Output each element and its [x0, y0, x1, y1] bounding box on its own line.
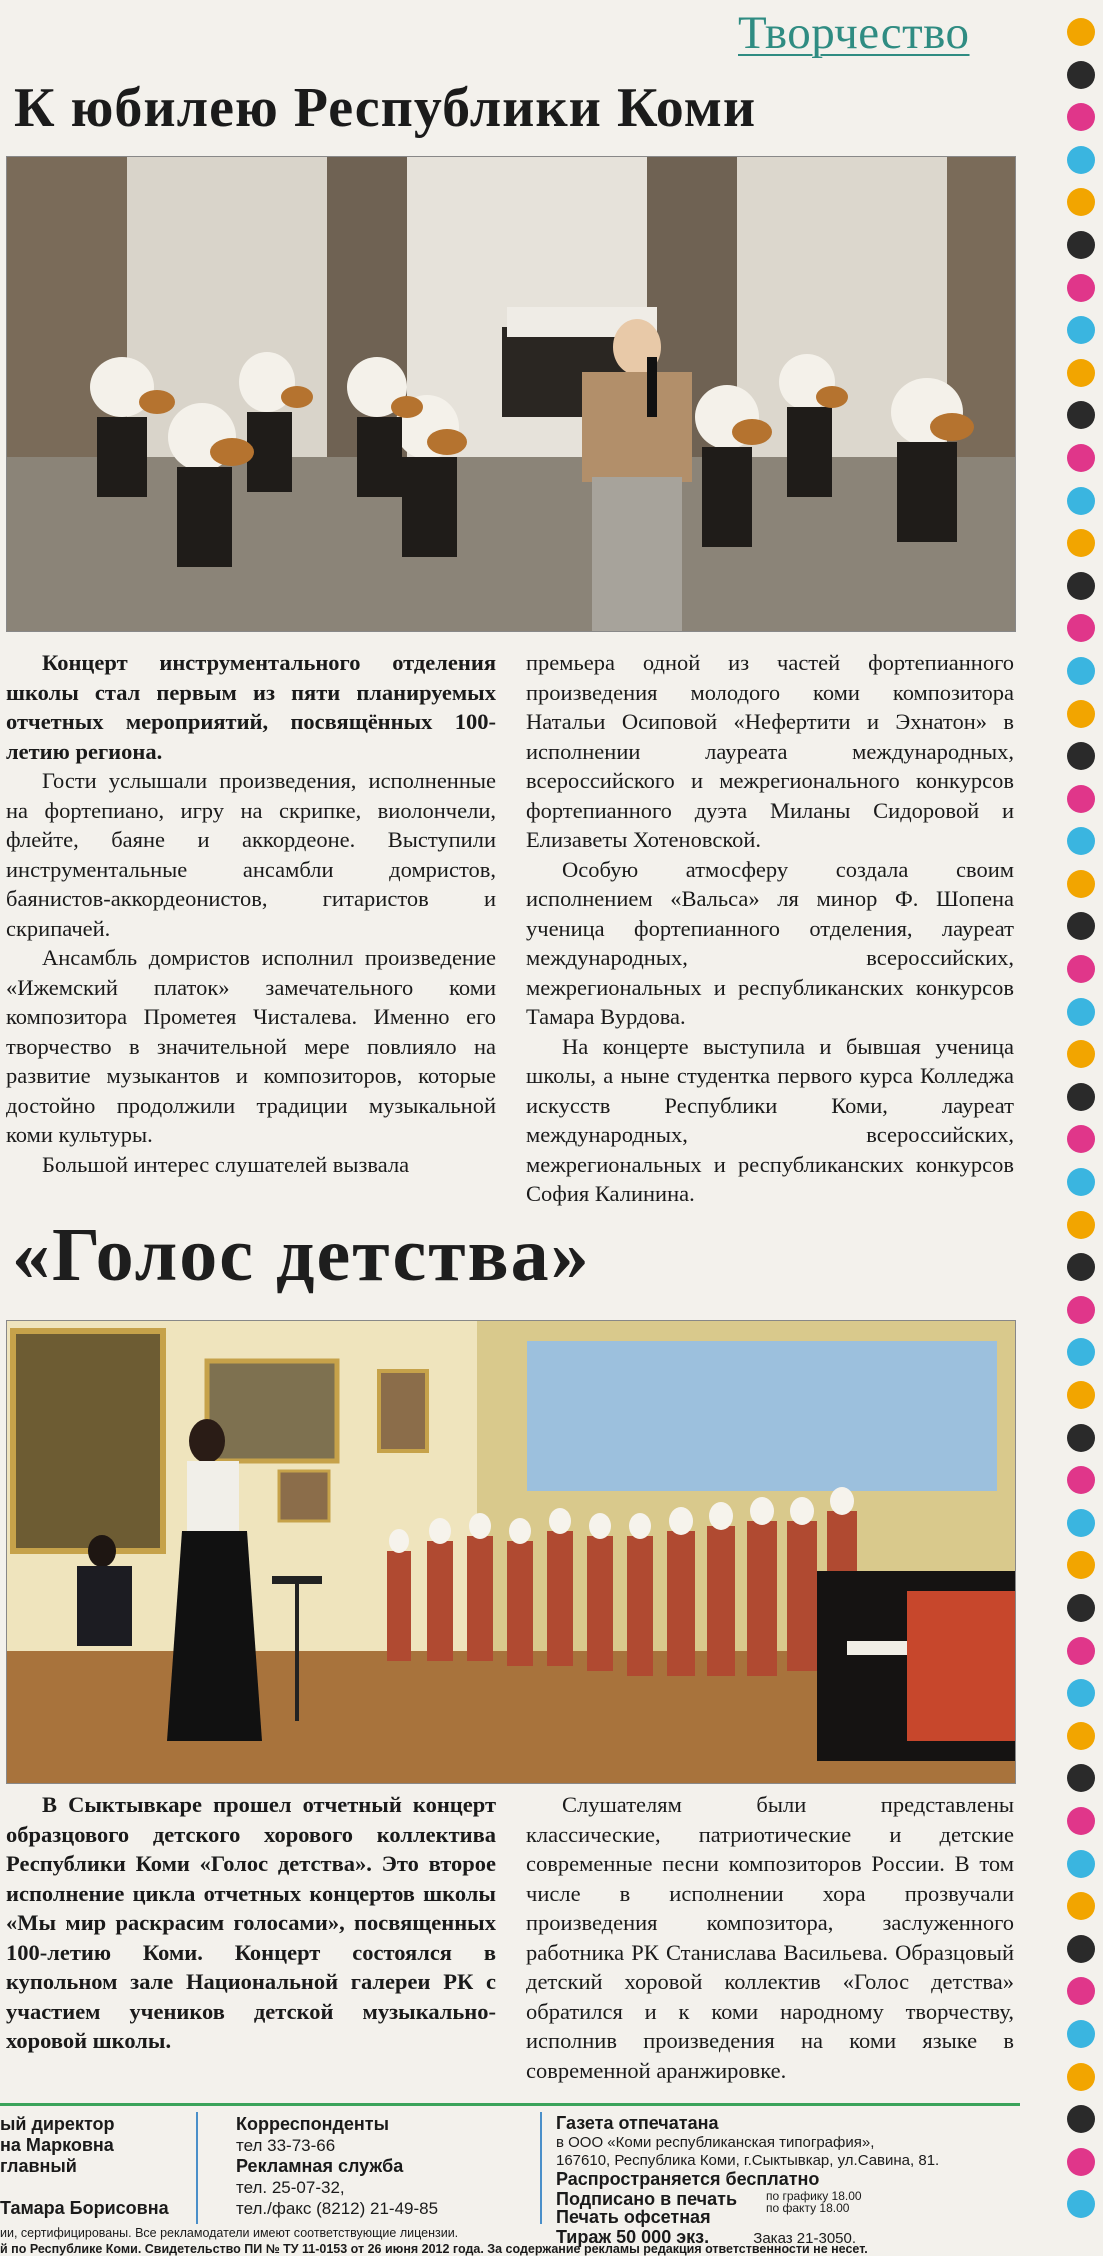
article1-lead: Концерт инструментального отделения школы стал первым из пяти планируемых отчетных мероприятий, посвящённых 100-летию региона. — [6, 650, 496, 764]
registration-dot — [1067, 1551, 1095, 1579]
ads-label: Рекламная служба — [236, 2156, 404, 2176]
registration-dot — [1067, 1125, 1095, 1153]
article1-paragraph: Большой интерес слушателей вызвала — [42, 1151, 410, 1177]
imprint-staff-line: ый директор — [0, 2114, 115, 2134]
registration-dot — [1067, 1977, 1095, 2005]
article2-headline: «Голос детства» — [12, 1213, 591, 1297]
registration-dot — [1067, 614, 1095, 642]
imprint-staff-line: Тамара Борисовна — [0, 2198, 169, 2218]
registration-dot — [1067, 1338, 1095, 1366]
registration-dot — [1067, 2020, 1095, 2048]
registration-dot — [1067, 2190, 1095, 2218]
article1-paragraph: Ансамбль домристов исполнил произведение «Ижемский платок» замечательного коми композитора Прометея Чисталева. Именно его творчество в значительной мере повлияло на развитие музыкантов и композиторов, которые достойно продолжили традиции музыкальной коми культуры. — [6, 945, 496, 1147]
ads-fax: тел./факс (8212) 21-49-85 — [236, 2199, 439, 2218]
article2-paragraph: Слушателям были представлены классические, патриотические и детские современные песни композиторов России. В том числе в исполнении хора прозвучали произведения композитора, заслуженного работника РК Станислава Васильева. Образцовый детский хоровой коллектив «Голос детства» обратился и к коми народному творчеству, исполнив произведения на коми языке в современной аранжировке. — [526, 1792, 1014, 2083]
registration-dot — [1067, 401, 1095, 429]
registration-dot — [1067, 1509, 1095, 1537]
choir-photo — [6, 1320, 1016, 1784]
registration-dot — [1067, 61, 1095, 89]
imprint-contacts — [236, 2114, 536, 2219]
registration-dot — [1067, 1594, 1095, 1622]
registration-dot — [1067, 657, 1095, 685]
schedule-planned: по графику 18.00 — [766, 2189, 862, 2203]
registration-dot — [1067, 1253, 1095, 1281]
article1-paragraph: Гости услышали произведения, исполненные на фортепиано, игру на скрипке, виолончели, флейте, баяне и аккордеоне. Выступили инструментальные ансамбли домристов, баянистов-аккордеонистов, гитаристов и скрипачей. — [6, 768, 496, 941]
signed-label: Подписано в печать — [556, 2189, 738, 2209]
imprint-printing — [556, 2114, 1026, 2248]
circulation: Тираж 50 000 экз. — [556, 2227, 710, 2247]
schedule-actual: по факту 18.00 — [766, 2201, 850, 2215]
registration-dot — [1067, 1722, 1095, 1750]
registration-dot — [1067, 955, 1095, 983]
free-label: Распространяется бесплатно — [556, 2169, 820, 2189]
registration-dot — [1067, 912, 1095, 940]
registration-dot — [1067, 700, 1095, 728]
registration-dot — [1067, 742, 1095, 770]
imprint-staff-line: главный — [0, 2156, 77, 2176]
registration-dot — [1067, 188, 1095, 216]
article2-column1 — [6, 1790, 496, 2056]
article1-column2 — [526, 648, 1014, 1209]
registration-dot — [1067, 274, 1095, 302]
registration-dot — [1067, 359, 1095, 387]
registration-dot — [1067, 1807, 1095, 1835]
registration-dot — [1067, 2063, 1095, 2091]
registration-dot — [1067, 2105, 1095, 2133]
article1-paragraph: На концерте выступила и бывшая ученица школы, а ныне студентка первого курса Колледжа искусств Республики Коми, лауреат международных, всероссийских, межрегиональных и республиканских конкурсов София Калинина. — [526, 1033, 1014, 1206]
registration-dot — [1067, 103, 1095, 131]
registration-dot — [1067, 1381, 1095, 1409]
article2-lead: В Сыктывкаре прошел отчетный концерт образцового детского хорового коллектива Республики Коми «Голос детства». Это второе исполнение цикла отчетных концертов школы «Мы мир раскрасим голосами», посвященных 100-летию Коми. Концерт состоялся в купольном зале Национальной галереи РК с участием учеников детской музыкально-хоровой школы. — [6, 1792, 496, 2053]
registration-dot — [1067, 1850, 1095, 1878]
registration-dot — [1067, 1211, 1095, 1239]
correspondents-phone: тел 33-73-66 — [236, 2136, 336, 2155]
ads-phone: тел. 25-07-32, — [236, 2178, 345, 2197]
correspondents-label: Корреспонденты — [236, 2114, 389, 2134]
article1-paragraph: премьера одной из частей фортепианного произведения молодого коми композитора Натальи Осиповой «Нефертити и Эхнатон» в исполнении лауреата международных, всероссийского и межрегионального конкурсов фортепианного дуэта Миланы Сидоровой и Елизаветы Хотеновской. — [526, 650, 1014, 852]
article1-column1 — [6, 648, 496, 1179]
article1-paragraph: Особую атмосферу создала своим исполнением «Вальса» ля минор Ф. Шопена ученица фортепианного отделения, лауреат международных, всероссийских, межрегиональных и республиканских конкурсов Тамара Вурдова. — [526, 856, 1014, 1029]
registration-dot — [1067, 1296, 1095, 1324]
ads-certification-note: ии, сертифицированы. Все рекламодатели имеют соответствующие лицензии. — [0, 2226, 459, 2240]
registration-note: й по Республике Коми. Свидетельство ПИ № ТУ 11-0153 от 26 июня 2012 года. За содержание рекламы редакция ответственности не несет. — [0, 2242, 868, 2256]
registration-dots-strip — [1067, 18, 1097, 2233]
registration-dot — [1067, 529, 1095, 557]
registration-dot — [1067, 1424, 1095, 1452]
registration-dot — [1067, 146, 1095, 174]
registration-dot — [1067, 1935, 1095, 1963]
registration-dot — [1067, 1892, 1095, 1920]
order-number: Заказ 21-3050. — [753, 2230, 857, 2247]
footer-divider — [0, 2103, 1020, 2106]
printed-label: Газета отпечатана — [556, 2113, 719, 2133]
article1-headline: К юбилею Республики Коми — [14, 77, 757, 139]
article2-column2 — [526, 1790, 1014, 2085]
registration-dot — [1067, 1040, 1095, 1068]
printed-address: 167610, Республика Коми, г.Сыктывкар, ул.Савина, 81. — [556, 2152, 940, 2169]
registration-dot — [1067, 1637, 1095, 1665]
registration-dot — [1067, 1466, 1095, 1494]
registration-dot — [1067, 998, 1095, 1026]
registration-dot — [1067, 1679, 1095, 1707]
registration-dot — [1067, 1083, 1095, 1111]
offset-label: Печать офсетная — [556, 2207, 711, 2227]
imprint-staff — [0, 2114, 186, 2219]
registration-dot — [1067, 572, 1095, 600]
registration-dot — [1067, 444, 1095, 472]
registration-dot — [1067, 827, 1095, 855]
registration-dot — [1067, 1168, 1095, 1196]
registration-dot — [1067, 870, 1095, 898]
registration-dot — [1067, 785, 1095, 813]
newspaper-imprint — [0, 2110, 1020, 2256]
registration-dot — [1067, 18, 1095, 46]
concert-photo — [6, 156, 1016, 632]
registration-dot — [1067, 231, 1095, 259]
registration-dot — [1067, 316, 1095, 344]
printed-by: в ООО «Коми республиканская типография», — [556, 2134, 875, 2151]
registration-dot — [1067, 1764, 1095, 1792]
registration-dot — [1067, 2148, 1095, 2176]
section-rubric: Творчество — [738, 7, 970, 59]
imprint-staff-line: на Марковна — [0, 2135, 114, 2155]
registration-dot — [1067, 487, 1095, 515]
